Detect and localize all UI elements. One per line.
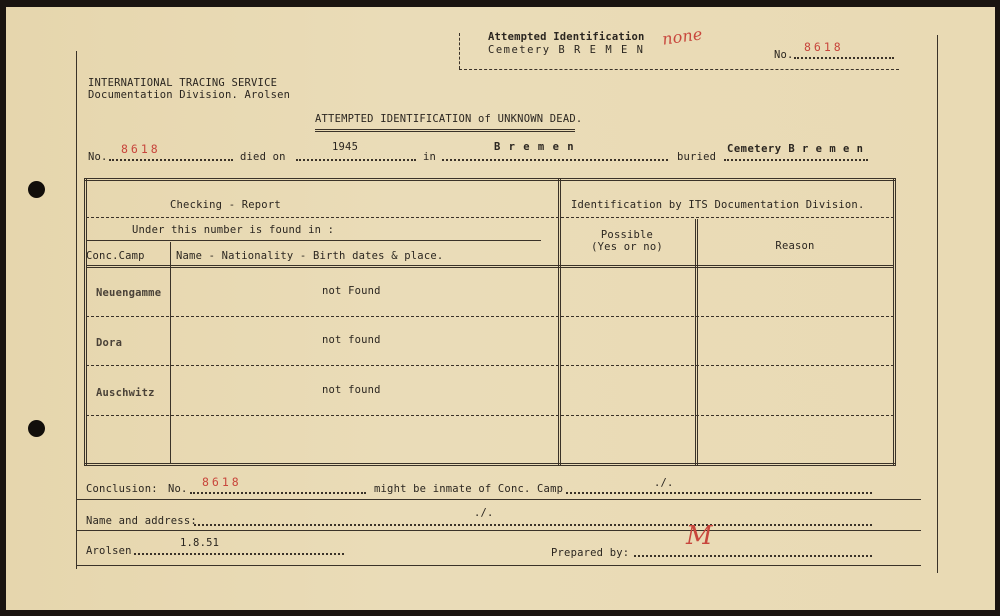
row-line-2 <box>86 365 894 366</box>
index-card <box>6 7 995 610</box>
row-line-1 <box>86 316 894 317</box>
org-line-2: Documentation Division. Arolsen <box>88 89 291 101</box>
header-no-label: No. <box>774 49 794 61</box>
died-value: 1945 <box>332 141 359 153</box>
footer-date: 1.8.51 <box>180 537 220 549</box>
left-margin-line <box>76 51 77 569</box>
handwritten-note: none <box>660 24 704 49</box>
name-column-header: Name - Nationality - Birth dates & place. <box>176 250 444 262</box>
reason-header: Reason <box>775 240 815 252</box>
punch-hole-top <box>28 181 45 198</box>
table-left <box>84 178 87 466</box>
org-line-1: INTERNATIONAL TRACING SERVICE <box>88 77 278 89</box>
prepared-label: Prepared by: <box>551 547 630 559</box>
header-box-left <box>459 33 460 69</box>
buried-label: buried <box>677 151 717 163</box>
attempted-identification: Attempted Identification <box>488 31 645 43</box>
inmate-value: ./. <box>654 477 674 489</box>
row-1-camp: Neuengamme <box>96 287 162 299</box>
possible-header: Possible <box>600 229 654 241</box>
table-right <box>893 178 896 466</box>
inmate-dots <box>566 492 872 494</box>
conclusion-rule <box>76 499 921 500</box>
possible-divider <box>695 219 698 465</box>
punch-hole-bottom <box>28 420 45 437</box>
footer-rule <box>76 565 921 566</box>
in-label: in <box>423 151 437 163</box>
inmate-label: might be inmate of Conc. Camp <box>374 483 564 495</box>
camp-divider <box>170 242 171 464</box>
column-header-line <box>86 265 894 268</box>
name-address-dots <box>194 524 872 526</box>
died-label: died on <box>240 151 286 163</box>
row-2-result: not found <box>322 334 381 346</box>
prepared-dots <box>634 555 872 557</box>
header-box-bottom <box>459 69 899 70</box>
identification-header: Identification by ITS Documentation Division. <box>571 199 865 211</box>
document-title: ATTEMPTED IDENTIFICATION of UNKNOWN DEAD. <box>315 113 583 125</box>
conclusion-no-label: No. <box>168 483 188 495</box>
row-line-3 <box>86 415 894 416</box>
in-dots <box>442 159 668 161</box>
header-row-line <box>86 217 894 218</box>
title-underline <box>315 129 575 132</box>
footer-date-dots <box>134 553 344 555</box>
name-address-value: ./. <box>474 507 494 519</box>
name-address-label: Name and address: <box>86 515 197 527</box>
yes-no-header: (Yes or no) <box>591 241 663 253</box>
cemetery-line: Cemetery B R E M E N <box>488 44 645 56</box>
camp-column-header: Conc.Camp <box>86 250 145 262</box>
info-no-dots <box>109 159 233 161</box>
row-1-result: not Found <box>322 285 381 297</box>
under-number-header: Under this number is found in : <box>132 224 335 236</box>
buried-dots <box>724 159 868 161</box>
died-dots <box>296 159 416 161</box>
row-2-camp: Dora <box>96 337 123 349</box>
conclusion-no-value: 8618 <box>202 475 242 489</box>
table-top <box>84 178 896 181</box>
right-margin-line <box>937 35 938 573</box>
table-bottom <box>84 463 896 466</box>
header-no-value: 8618 <box>804 40 844 54</box>
info-no-label: No. <box>88 151 108 163</box>
row-3-result: not found <box>322 384 381 396</box>
prepared-initial: M <box>686 521 713 551</box>
header-no-dots <box>794 57 894 59</box>
in-value: B r e m e n <box>494 141 575 153</box>
subheader-line <box>86 240 541 241</box>
conclusion-label: Conclusion: <box>86 483 158 495</box>
buried-value: Cemetery B r e m e n <box>727 143 864 155</box>
name-address-rule <box>76 530 921 531</box>
row-3-camp: Auschwitz <box>96 387 155 399</box>
table-divider-main <box>558 178 561 466</box>
checking-report-header: Checking - Report <box>170 199 281 211</box>
footer-place: Arolsen <box>86 545 132 557</box>
info-no-value: 8618 <box>121 142 161 156</box>
conclusion-no-dots <box>190 492 366 494</box>
